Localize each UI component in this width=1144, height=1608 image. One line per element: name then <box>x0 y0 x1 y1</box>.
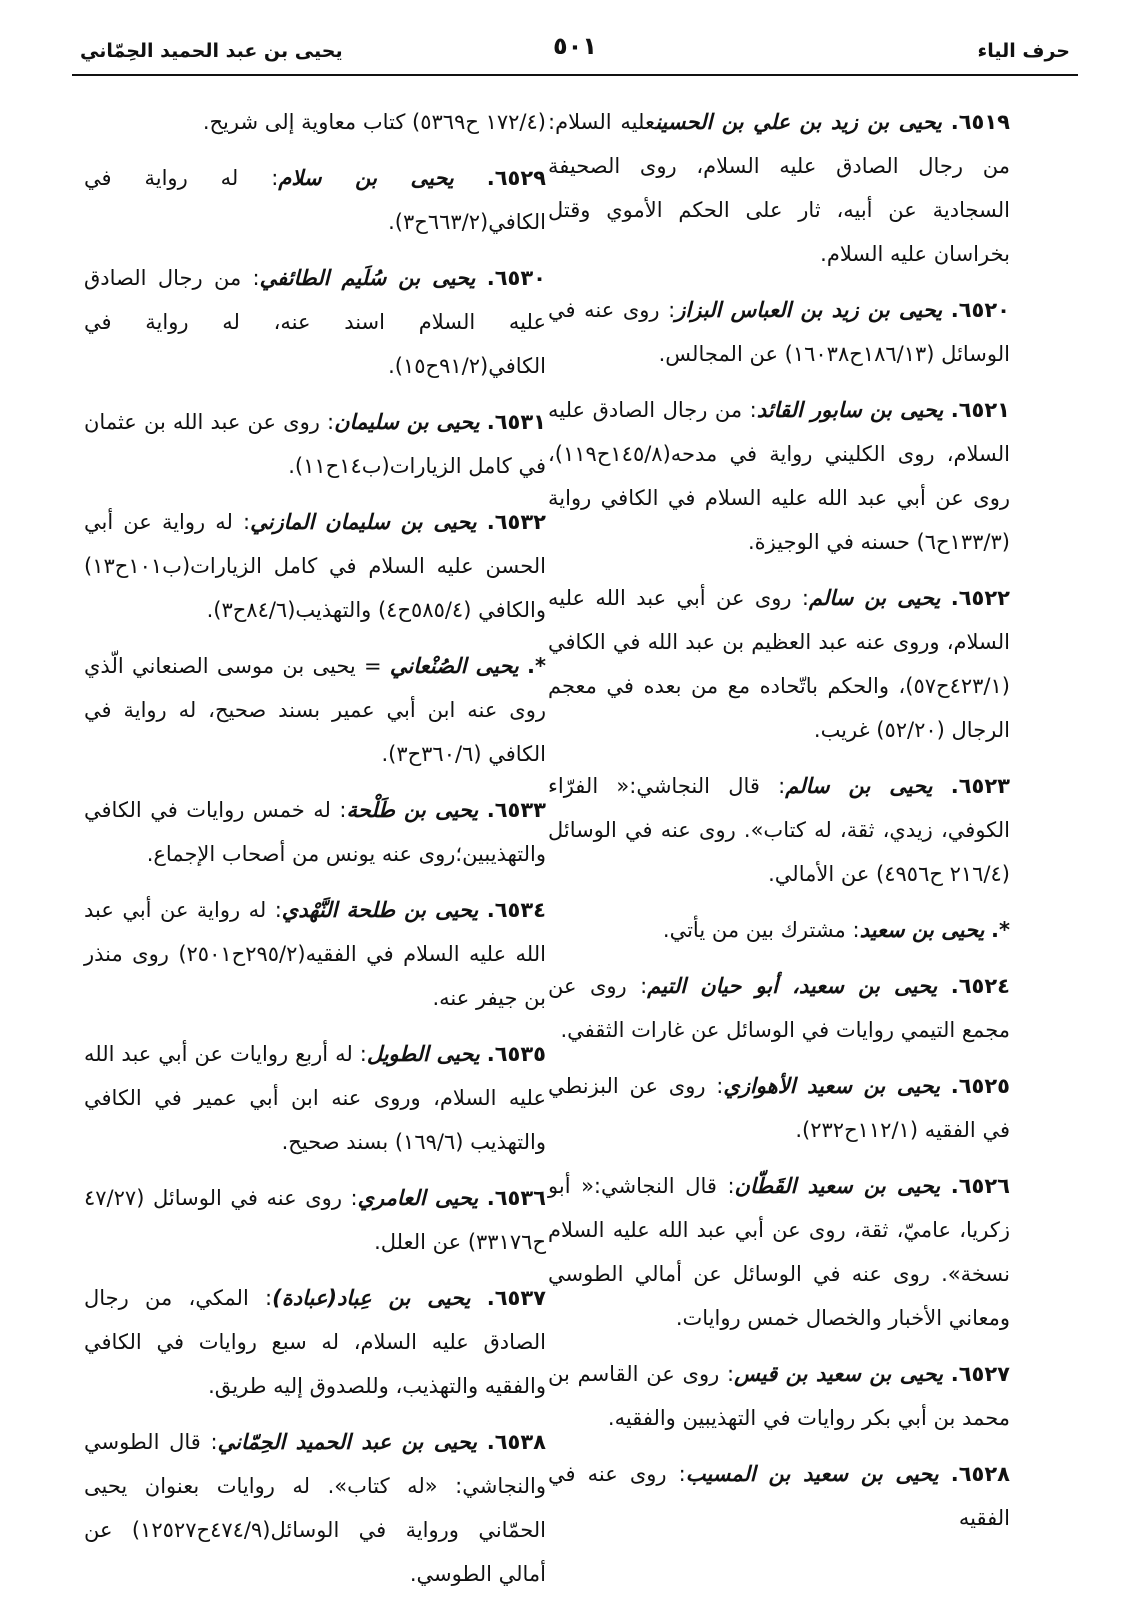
right-column <box>548 100 1010 1552</box>
entry <box>548 100 1010 276</box>
entry-name: يحيى بن طلحة النَّهْدي <box>281 898 479 922</box>
entry-name: يحيى بن سعيد القَطّان <box>734 1174 941 1198</box>
entry-name: يحيى العامري <box>357 1186 479 1210</box>
entry <box>548 964 1010 1052</box>
entry-text: : قال النجاشي:« أبو زكريا، عاميّ، ثقة، روى عن أبي عبد الله عليه السلام نسخة». روى عنه في الوسائل عن أمالي الطوسي ومعاني الأخبار والخصال خمس روايات. <box>548 1174 1010 1330</box>
entry <box>548 1452 1010 1540</box>
entry-text: : من رجال الصادق عليه السلام اسند عنه، له رواية في الكافي(٩١/٢ح١٥). <box>84 266 546 378</box>
entry <box>84 1176 546 1264</box>
entry-text: : مشترك بين من يأتي. <box>662 918 860 942</box>
entry <box>548 1352 1010 1440</box>
entry-number: ٦٥٣٥. <box>486 1042 546 1066</box>
entry-name: يحيى بن سلام <box>278 166 454 190</box>
entry <box>548 764 1010 896</box>
entry-text: عليه السلام: من رجال الصادق عليه السلام، روى الصحيفة السجادية عن أبيه، ثار على الحكم الأموي وقتل بخراسان عليه السلام. <box>548 110 1010 266</box>
entry-name: يحيى بن سعيد بن قيس <box>734 1362 943 1386</box>
entry <box>548 908 1010 952</box>
entry-name: يحيى بن سليمان <box>334 410 480 434</box>
entry <box>84 644 546 776</box>
entry-number: ٦٥٣١. <box>486 410 546 434</box>
entry-number: ٦٥٢١. <box>950 398 1010 422</box>
entry-name: يحيى بن سعيد <box>859 918 985 942</box>
entry-name: يحيى بن عِباد(عبادة) <box>272 1286 471 1310</box>
entry-text: = يحيى بن موسى الصنعاني الّذي روى عنه ابن أبي عمير بسند صحيح، له رواية في الكافي (٣٦٠/٦ح٣). <box>84 654 546 766</box>
entry <box>548 288 1010 376</box>
header-rule <box>72 74 1078 76</box>
entry-text: : له أربع روايات عن أبي عبد الله عليه السلام، وروى عنه ابن أبي عمير في الكافي والتهذيب (١٦٩/٦) بسند صحيح. <box>84 1042 546 1154</box>
entry-text: : روى عنه في الوسائل (١٨٦/١٣ح١٦٠٣٨) عن المجالس. <box>548 298 1010 366</box>
entry-name: يحيى بن سالم <box>808 586 941 610</box>
entry-number: ٦٥٢٣. <box>950 774 1011 798</box>
entry-number: ٦٥٣٧. <box>486 1286 546 1310</box>
entry-number: ٦٥٢٧. <box>950 1362 1010 1386</box>
entry-number: ٦٥٣٤. <box>486 898 546 922</box>
entry-name: يحيى بن عبد الحميد الحِمّاني <box>217 1430 478 1454</box>
entry-text: : روى عنه في الفقيه <box>548 1462 1010 1530</box>
entry <box>84 888 546 1020</box>
entry-name: يحيى بن سليمان المازني <box>250 510 477 534</box>
section-title: حرف الياء <box>977 40 1070 62</box>
entry-name: يحيى بن سعيد بن المسيب <box>685 1462 939 1486</box>
entry-text: : قال النجاشي:« الفرّاء الكوفي، زيدي، ثقة، له كتاب». روى عنه في الوسائل (٢١٦/٤ ح٤٩٥٦) عن الأمالي. <box>548 774 1010 886</box>
entry <box>548 1064 1010 1152</box>
entry-number: ٦٥٣٠. <box>486 266 546 290</box>
entry-text: : قال الطوسي والنجاشي: «له كتاب». له روايات بعنوان يحيى الحمّاني ورواية في الوسائل(٤٧٤/٩ح١٢٥٢٧) عن أمالي الطوسي. <box>84 1430 546 1586</box>
entry-number: ٦٥١٩. <box>950 110 1010 134</box>
continued-text: (١٧٢/٤ ح٥٣٦٩) كتاب معاوية إلى شريح. <box>202 110 546 134</box>
entry-name: يحيى بن طَلْحة <box>346 798 479 822</box>
entry-number: ٦٥٣٣. <box>486 798 546 822</box>
entry-number: ٦٥٣٨. <box>486 1430 547 1454</box>
entry-number: ٦٥٢٤. <box>950 974 1010 998</box>
entry <box>548 576 1010 752</box>
entry-text: : له رواية في الكافي(٦٦٣/٢ح٣). <box>84 166 546 234</box>
entry <box>84 1032 546 1164</box>
running-header <box>72 28 1078 72</box>
entry-name: يحيى بن سُلَيم الطائفي <box>259 266 476 290</box>
entry-number: ٦٥٣٢. <box>486 510 546 534</box>
entry-name: يحيى بن سابور القائد <box>756 398 944 422</box>
entry-name: يحيى الصُنْعاني <box>389 654 519 678</box>
entry-name: يحيى الطويل <box>366 1042 480 1066</box>
entry-number: ٦٥٢٢. <box>950 586 1010 610</box>
entry <box>84 256 546 388</box>
left-column <box>84 100 546 1608</box>
entry-number: ٦٥٣٦. <box>486 1186 546 1210</box>
entry-number: *. <box>991 918 1010 942</box>
entry-text: : له رواية عن أبي عبد الله عليه السلام في الفقيه(٢٩٥/٢ح٢٥٠١) روى منذر بن جيفر عنه. <box>84 898 546 1010</box>
entry <box>84 788 546 876</box>
entry <box>84 1420 546 1596</box>
entry-text: : من رجال الصادق عليه السلام، روى الكليني رواية في مدحه(١٤٥/٨ح١١٩)، روى عن أبي عبد الله عليه السلام في الكافي رواية (١٣٣/٣ح٦) حسنه في الوجيزة. <box>548 398 1010 554</box>
entry-text: : له رواية عن أبي الحسن عليه السلام في كامل الزيارات(ب١٠١ح١٣) والكافي (٥٨٥/٤ح٤) والتهذيب(٨٤/٦ح٣). <box>84 510 546 622</box>
entry-text: : المكي، من رجال الصادق عليه السلام، له سبع روايات في الكافي والفقيه والتهذيب، وللصدوق إليه طريق. <box>84 1286 546 1398</box>
entry-text: : روى عنه في الوسائل (٤٧/٢٧ ح٣٣١٧٦) عن العلل. <box>84 1186 546 1254</box>
entry-number: ٦٥٢٥. <box>950 1074 1010 1098</box>
entry-name: يحيى بن سالم <box>785 774 933 798</box>
entry-text: : روى عن البزنطي في الفقيه (١١٢/١ح٢٣٢). <box>548 1074 1010 1142</box>
entry <box>84 500 546 632</box>
entry <box>84 400 546 488</box>
entry-number: ٦٥٢٩. <box>486 166 546 190</box>
entry-name: يحيى بن زيد بن علي بن الحسين <box>655 110 942 134</box>
entry-text: : روى عن عبد الله بن عثمان في كامل الزيارات(ب١٤ح١١). <box>84 410 546 478</box>
entry-text: : له خمس روايات في الكافي والتهذيبين؛روى عنه يونس من أصحاب الإجماع. <box>84 798 546 866</box>
entry-text: : روى عن أبي عبد الله عليه السلام، وروى عنه عبد العظيم بن عبد الله في الكافي (٤٢٣/١ح٥٧)، والحكم باتّحاده مع من بعده في معجم الرجال (٥٢/٢٠) غريب. <box>548 586 1010 742</box>
entry <box>84 156 546 244</box>
entry <box>84 1276 546 1408</box>
entry-name: يحيى بن سعيد، أبو حيان التيم <box>647 974 938 998</box>
entry-name: يحيى بن سعيد الأهوازي <box>723 1074 940 1098</box>
entry-text: : روى عن مجمع التيمي روايات في الوسائل عن غارات الثقفي. <box>548 974 1010 1042</box>
entry <box>548 388 1010 564</box>
entry-text: : روى عن القاسم بن محمد بن أبي بكر روايات في التهذيبين والفقيه. <box>548 1362 1010 1430</box>
entry <box>548 1164 1010 1340</box>
entry-name: يحيى بن زيد بن العباس البزاز <box>675 298 943 322</box>
entry-number: ٦٥٢٠. <box>950 298 1010 322</box>
entry-number: ٦٥٢٨. <box>950 1462 1010 1486</box>
page-number: ٥٠١ <box>553 32 597 60</box>
entry-number: ٦٥٢٦. <box>950 1174 1010 1198</box>
entry-number: *. <box>527 654 546 678</box>
running-title: يحيى بن عبد الحميد الحِمّاني <box>80 40 343 62</box>
